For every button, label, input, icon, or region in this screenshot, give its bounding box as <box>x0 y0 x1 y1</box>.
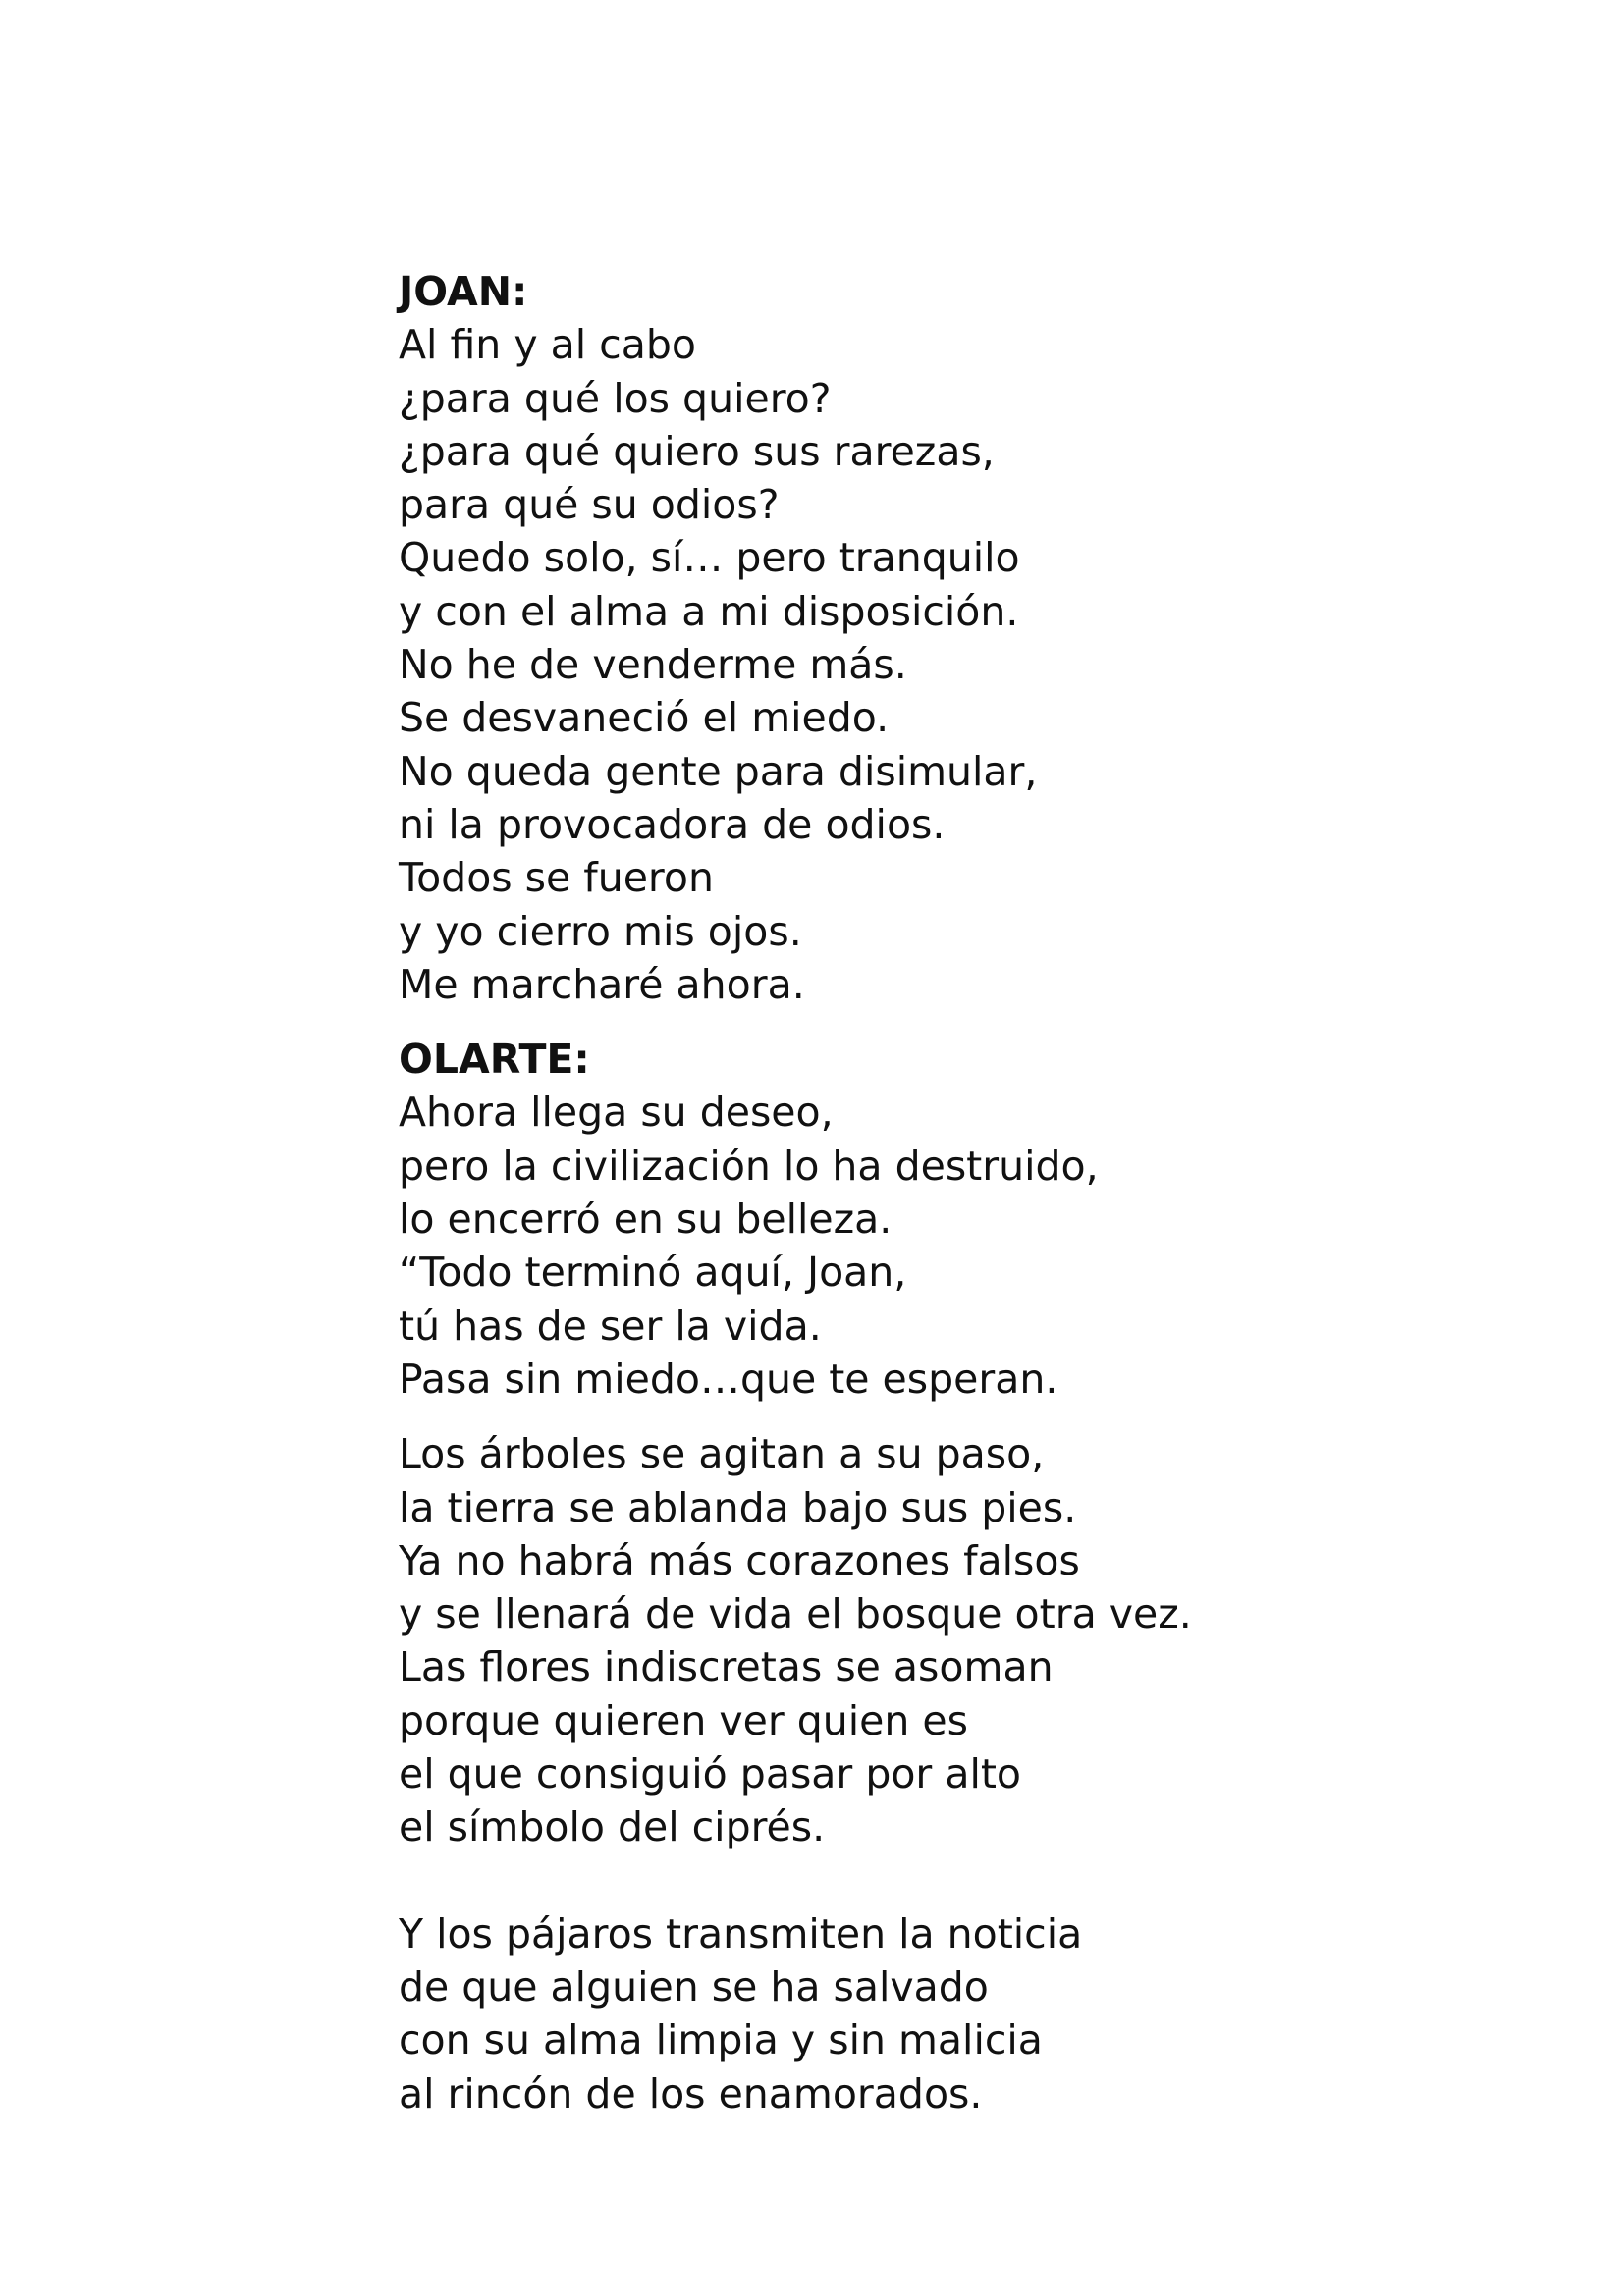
verse-line: al rincón de los enamorados. <box>399 2069 983 2117</box>
verse-line: y con el alma a mi disposición. <box>399 587 1019 635</box>
verse-line: el símbolo del ciprés. <box>399 1803 826 1851</box>
poem-text <box>399 265 1577 2120</box>
verse-line: la tierra se ablanda bajo sus pies. <box>399 1483 1077 1531</box>
stanza-gap <box>399 1854 1577 1907</box>
verse-line: y se llenará de vida el bosque otra vez. <box>399 1590 1192 1638</box>
verse-line: ni la provocadora de odios. <box>399 800 946 848</box>
verse-line: Todos se fueron <box>399 854 714 902</box>
stanza-gap <box>399 1011 1577 1033</box>
olarte-stanza-3 <box>399 1907 1577 2120</box>
verse-line: de que alguien se ha salvado <box>399 1962 989 2010</box>
verse-line: Quedo solo, sí… pero tranquilo <box>399 534 1020 582</box>
verse-line: Ahora llega su deseo, <box>399 1089 834 1137</box>
verse-line: Se desvaneció el miedo. <box>399 694 890 742</box>
verse-line: No queda gente para disimular, <box>399 747 1038 795</box>
olarte-stanza-1 <box>399 1086 1577 1406</box>
olarte-stanza-2 <box>399 1427 1577 1853</box>
verse-line: lo encerró en su belleza. <box>399 1196 893 1244</box>
verse-line: No he de venderme más. <box>399 641 907 689</box>
joan-stanza <box>399 318 1577 1011</box>
verse-line: “Todo terminó aquí, Joan, <box>399 1249 907 1297</box>
stanza-gap <box>399 1406 1577 1427</box>
verse-line: con su alma limpia y sin malicia <box>399 2016 1043 2064</box>
verse-line: tú has de ser la vida. <box>399 1302 822 1350</box>
speaker-joan: JOAN: <box>399 268 528 315</box>
speaker-olarte: OLARTE: <box>399 1036 590 1084</box>
verse-line: porque quieren ver quien es <box>399 1696 968 1744</box>
verse-line: Pasa sin miedo…que te esperan. <box>399 1355 1058 1403</box>
verse-line: para qué su odios? <box>399 481 780 529</box>
verse-line: Las flores indiscretas se asoman <box>399 1643 1054 1691</box>
verse-line: Y los pájaros transmiten la noticia <box>399 1909 1083 1957</box>
verse-line: ¿para qué los quiero? <box>399 374 832 422</box>
verse-line: pero la civilización lo ha destruido, <box>399 1142 1099 1190</box>
verse-line: Al fin y al cabo <box>399 321 696 369</box>
verse-line: el que consiguió pasar por alto <box>399 1750 1021 1798</box>
verse-line: Ya no habrá más corazones falsos <box>399 1536 1080 1584</box>
verse-line: Me marcharé ahora. <box>399 960 805 1008</box>
verse-line: ¿para qué quiero sus rarezas, <box>399 427 995 475</box>
verse-line: Los árboles se agitan a su paso, <box>399 1430 1045 1478</box>
verse-line: y yo cierro mis ojos. <box>399 907 802 955</box>
